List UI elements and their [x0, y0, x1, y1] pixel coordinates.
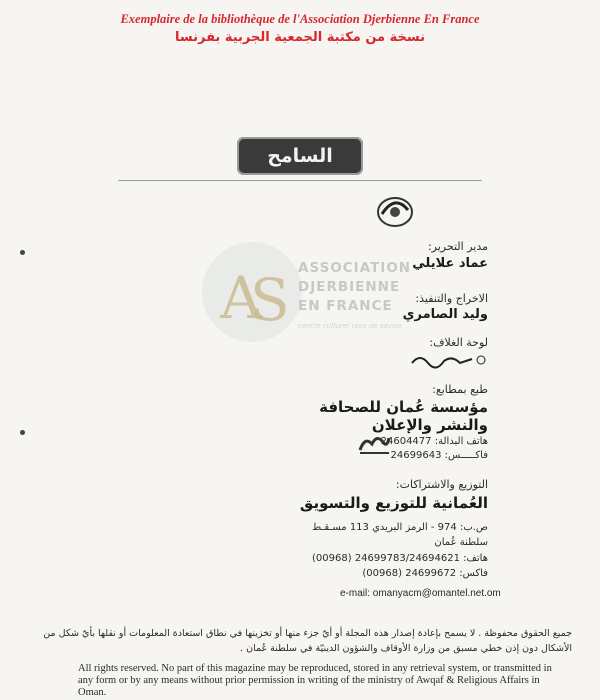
printer-fax: فاكـــــس: 24699643 — [390, 450, 488, 461]
cover-artist-signature — [408, 351, 488, 369]
distributor-email: e-mail: omanyacm@omantel.net.om — [340, 588, 501, 599]
printer-name-line1: مؤسسة عُمان للصحافة — [319, 398, 488, 416]
watermark-circle-icon — [198, 230, 306, 350]
association-watermark — [198, 230, 434, 370]
printing-label: طبع بمطابع: — [432, 383, 488, 396]
distributor-pobox: ص.ب: 974 - الرمز البريدي 113 مسـقـط — [311, 522, 488, 533]
binding-hole — [20, 430, 25, 435]
watermark-line-4: centre culturel rose de savoie — [298, 322, 403, 330]
svg-text:A: A — [220, 264, 262, 332]
watermark-line-3: EN FRANCE — [298, 298, 393, 314]
divider — [118, 180, 482, 181]
copyright-english: All rights reserved. No part of this magazine may be reproduced, stored in any retrieval system, or transmitted in any form or by any means without prior permission in writing of the ministry of Awqaf & Religious Affairs in Oman. — [78, 663, 552, 698]
copyright-arabic: جميع الحقوق محفوظة . لا يسمح بإعادة إصدار هذه المجلة أو أيّ جزء منها أو تخزينها في نطاق استعادة المعلومات أو نقلها بأيّ شكل من الأشكال دون إذن خطي مسبق من وزارة الأوقاف والشؤون الدينيّة في سلطنة عُمان . — [43, 628, 572, 654]
editor-name: عماد علايلي — [412, 256, 488, 271]
library-stamp-french: Exemplaire de la bibliothèque de l'Association Djerbienne En France — [120, 12, 480, 26]
distributor-fax: فاكس: 24699672 (00968) — [362, 568, 488, 579]
magazine-logo — [237, 137, 363, 175]
printer-phone: هاتف البدالة: 24604477 — [380, 436, 488, 447]
distribution-label: التوزيع والاشتراكات: — [395, 478, 488, 491]
distributor-name: العُمانية للتوزيع والتسويق — [299, 494, 488, 512]
magazine-logo-text: السامح — [267, 145, 333, 167]
distributor-country: سلطنة عُمان — [434, 537, 488, 548]
watermark-line-1: ASSOCIATION — [298, 260, 412, 276]
design-name: وليد الصامري — [402, 307, 488, 322]
binding-hole — [20, 250, 25, 255]
cover-label: لوحة الغلاف: — [429, 336, 488, 349]
library-stamp-arabic: نسخة من مكتبة الجمعية الجربية بفرنسا — [175, 30, 425, 45]
svg-text:S: S — [250, 266, 290, 334]
ministry-emblem-icon — [372, 190, 418, 230]
editor-label: مدير التحرير: — [427, 240, 488, 253]
watermark-line-2: DJERBIENNE — [298, 279, 401, 295]
distributor-phone: هاتف: 24699783/24694621 (00968) — [312, 553, 488, 564]
printer-name-line2: والنشر والإعلان — [371, 416, 488, 434]
design-label: الاخراج والتنفيذ: — [415, 292, 488, 305]
